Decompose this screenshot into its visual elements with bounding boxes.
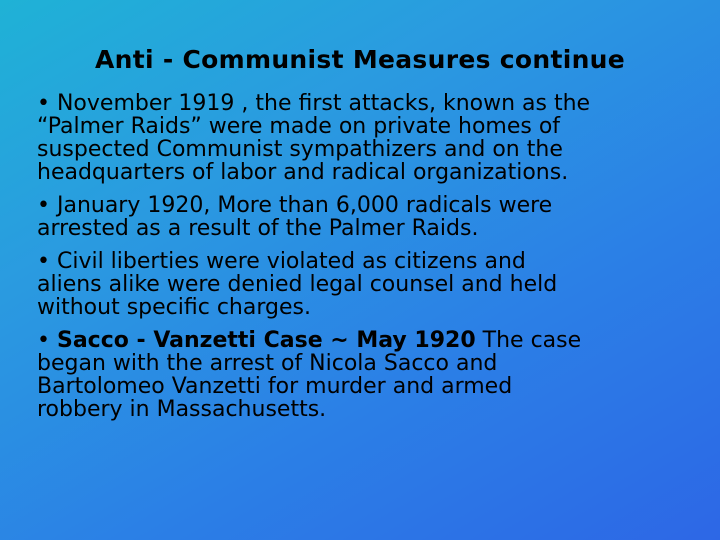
bullet-line: arrested as a result of the Palmer Raids. — [37, 216, 479, 241]
bullet-line: began with the arrest of Nicola Sacco and — [37, 351, 498, 376]
bullet-sacco-vanzetti — [37, 329, 687, 421]
bullet-line: • November 1919 , the first attacks, known as the — [37, 91, 591, 116]
bullet-lead-rest: The case — [475, 328, 582, 353]
bullet-line: Bartolomeo Vanzetti for murder and armed — [37, 374, 513, 399]
bullet-line: headquarters of labor and radical organizations. — [37, 160, 569, 185]
bullet-list — [37, 92, 687, 431]
bullet-arrests — [37, 194, 687, 240]
bullet-line: “Palmer Raids” were made on private homes of — [37, 114, 561, 139]
bullet-line: without specific charges. — [37, 295, 311, 320]
bullet-line: • January 1920, More than 6,000 radicals were — [37, 193, 553, 218]
bullet-line: suspected Communist sympathizers and on the — [37, 137, 563, 162]
bullet-line: aliens alike were denied legal counsel and held — [37, 272, 558, 297]
bullet-palmer-raids-start — [37, 92, 687, 184]
bullet-civil-liberties — [37, 250, 687, 319]
case-name: Sacco - Vanzetti Case ~ May 1920 — [56, 328, 476, 353]
slide-title: Anti - Communist Measures continue — [94, 45, 626, 74]
bullet-line: • Civil liberties were violated as citizens and — [37, 249, 526, 274]
bullet-marker: • — [37, 328, 57, 353]
bullet-lead-line — [37, 329, 687, 352]
bullet-line: robbery in Massachusetts. — [37, 397, 327, 422]
